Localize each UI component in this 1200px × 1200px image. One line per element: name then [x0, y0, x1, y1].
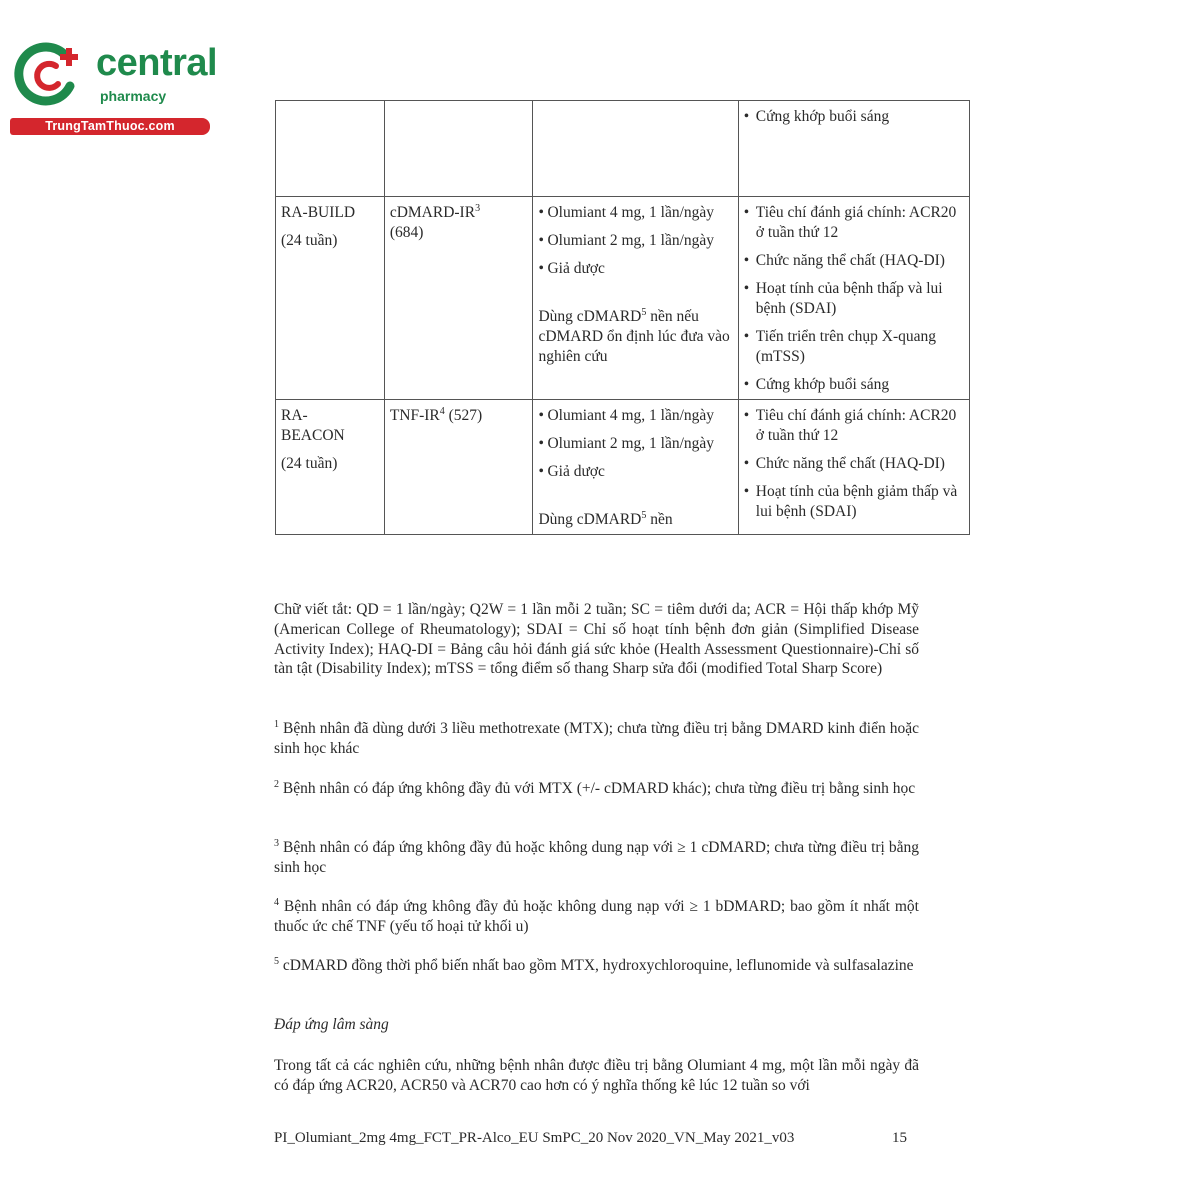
note-text: Dùng cDMARD	[538, 511, 642, 528]
treatment-arm: • Olumiant 4 mg, 1 lần/ngày	[538, 406, 731, 426]
table-row	[276, 400, 970, 535]
note-text: Dùng cDMARD	[538, 308, 642, 325]
footnote	[274, 779, 919, 799]
note-text: nền nếu cDMARD ổn định lúc đưa vào nghiên cứu	[538, 308, 730, 365]
endpoint-item: • Chức năng thể chất (HAQ-DI)	[744, 454, 963, 474]
endpoint-item: • Hoạt tính của bệnh thấp và lui bệnh (SDAI)	[744, 279, 963, 319]
footnote-ref: 4	[439, 405, 445, 417]
study-cell	[276, 197, 385, 400]
section-heading: Đáp ứng lâm sàng	[274, 1016, 389, 1033]
population-cell	[384, 400, 533, 535]
footnote-number: 1	[274, 718, 279, 730]
footnote-ref: 3	[475, 202, 481, 214]
study-name-part: BEACON	[281, 427, 345, 444]
clinical-trials-table	[275, 100, 970, 535]
endpoint-item: • Cứng khớp buổi sáng	[744, 107, 963, 127]
footnote-number: 3	[274, 837, 279, 849]
study-duration: (24 tuần)	[281, 232, 338, 249]
treatment-arms-cell	[533, 197, 738, 400]
endpoint-item: • Cứng khớp buổi sáng	[744, 375, 963, 395]
endpoint-item: • Tiêu chí đánh giá chính: ACR20 ở tuần thứ 12	[744, 203, 963, 243]
footnote-number: 2	[274, 778, 279, 790]
table-cell	[533, 101, 738, 197]
footnote-ref: 5	[641, 306, 647, 318]
background-therapy-note	[538, 307, 731, 367]
study-name: RA-BUILD	[281, 204, 356, 221]
endpoint-item: • Tiến triển trên chụp X-quang (mTSS)	[744, 327, 963, 367]
note-text: nền	[646, 511, 673, 528]
footnote-text: Bệnh nhân có đáp ứng không đầy đủ hoặc không dung nạp với ≥ 1 cDMARD; chưa từng điều trị bằng sinh học	[274, 839, 919, 876]
study-name	[281, 406, 378, 446]
population-cell	[384, 197, 533, 400]
logo-brand-text: central	[96, 42, 218, 84]
page-footer	[274, 1130, 914, 1147]
footnote	[274, 719, 919, 759]
footnote	[274, 897, 919, 937]
logo-subtitle: pharmacy	[100, 88, 167, 104]
endpoint-item: • Chức năng thể chất (HAQ-DI)	[744, 251, 963, 271]
treatment-arm: • Olumiant 4 mg, 1 lần/ngày	[538, 203, 731, 223]
footnote-text: cDMARD đồng thời phổ biến nhất bao gồm MTX, hydroxychloroquine, leflunomide và sulfasalazine	[279, 957, 914, 974]
table-row	[276, 197, 970, 400]
section-body: Trong tất cả các nghiên cứu, những bệnh nhân được điều trị bằng Olumiant 4 mg, một lần mỗi ngày đã có đáp ứng ACR20, ACR50 và ACR70 cao hơn có ý nghĩa thống kê lúc 12 tuần so với	[274, 1057, 919, 1094]
table-cell	[276, 101, 385, 197]
endpoint-item: • Hoạt tính của bệnh giảm thấp và lui bệnh (SDAI)	[744, 482, 963, 522]
logo-site-banner: TrungTamThuoc.com	[10, 118, 210, 135]
treatment-arms-cell	[533, 400, 738, 535]
population-label: TNF-IR	[389, 407, 440, 424]
population-count: (527)	[444, 407, 483, 424]
study-duration: (24 tuần)	[281, 455, 338, 472]
document-id: PI_Olumiant_2mg 4mg_FCT_PR-Alco_EU SmPC_20 Nov 2020_VN_May 2021_v03	[274, 1130, 795, 1146]
table-cell	[384, 101, 533, 197]
abbreviations-paragraph: Chữ viết tắt: QD = 1 lần/ngày; Q2W = 1 lần mỗi 2 tuần; SC = tiêm dưới da; ACR = Hội thấp khớp Mỹ (American College of Rheumatology); SDAI = Chỉ số hoạt tính bệnh đơn giản (Simplified Disease Activity Index); HAQ-DI = Bảng câu hỏi đánh giá sức khỏe (Health Assessment Questionnaire)-Chỉ số tàn tật (Disability Index); mTSS = tổng điểm số thang Sharp sửa đổi (modified Total Sharp Score)	[274, 601, 919, 678]
endpoints-cell	[738, 400, 969, 535]
population-label: cDMARD-IR	[389, 204, 476, 221]
page-number: 15	[892, 1130, 907, 1146]
table-cell	[738, 101, 969, 197]
footnote-number: 5	[274, 955, 279, 967]
treatment-arm: • Olumiant 2 mg, 1 lần/ngày	[538, 434, 731, 454]
treatment-arm: • Giả dược	[538, 259, 731, 279]
table-row	[276, 101, 970, 197]
footnote-ref: 5	[641, 509, 647, 521]
footnote-text: Bệnh nhân có đáp ứng không đầy đủ với MTX (+/- cDMARD khác); chưa từng điều trị bằng sinh học	[279, 780, 916, 797]
population-count: (684)	[389, 224, 424, 241]
endpoint-item: • Tiêu chí đánh giá chính: ACR20 ở tuần thứ 12	[744, 406, 963, 446]
study-name-part: RA-	[281, 407, 308, 424]
footnote-number: 4	[274, 896, 279, 908]
footnote	[274, 956, 919, 976]
treatment-arm: • Olumiant 2 mg, 1 lần/ngày	[538, 231, 731, 251]
treatment-arm: • Giả dược	[538, 462, 731, 482]
pharmacy-cross-logo-icon	[12, 40, 92, 110]
background-therapy-note	[538, 510, 731, 530]
endpoints-cell	[738, 197, 969, 400]
study-cell	[276, 400, 385, 535]
footnote-text: Bệnh nhân đã dùng dưới 3 liều methotrexate (MTX); chưa từng điều trị bằng DMARD kinh điển hoặc sinh học khác	[274, 720, 919, 757]
footnote-text: Bệnh nhân có đáp ứng không đầy đủ hoặc không dung nạp với ≥ 1 bDMARD; bao gồm ít nhất một thuốc ức chế TNF (yếu tố hoại tử khối u)	[274, 898, 919, 935]
footnote	[274, 838, 919, 878]
central-pharmacy-logo	[10, 38, 220, 138]
